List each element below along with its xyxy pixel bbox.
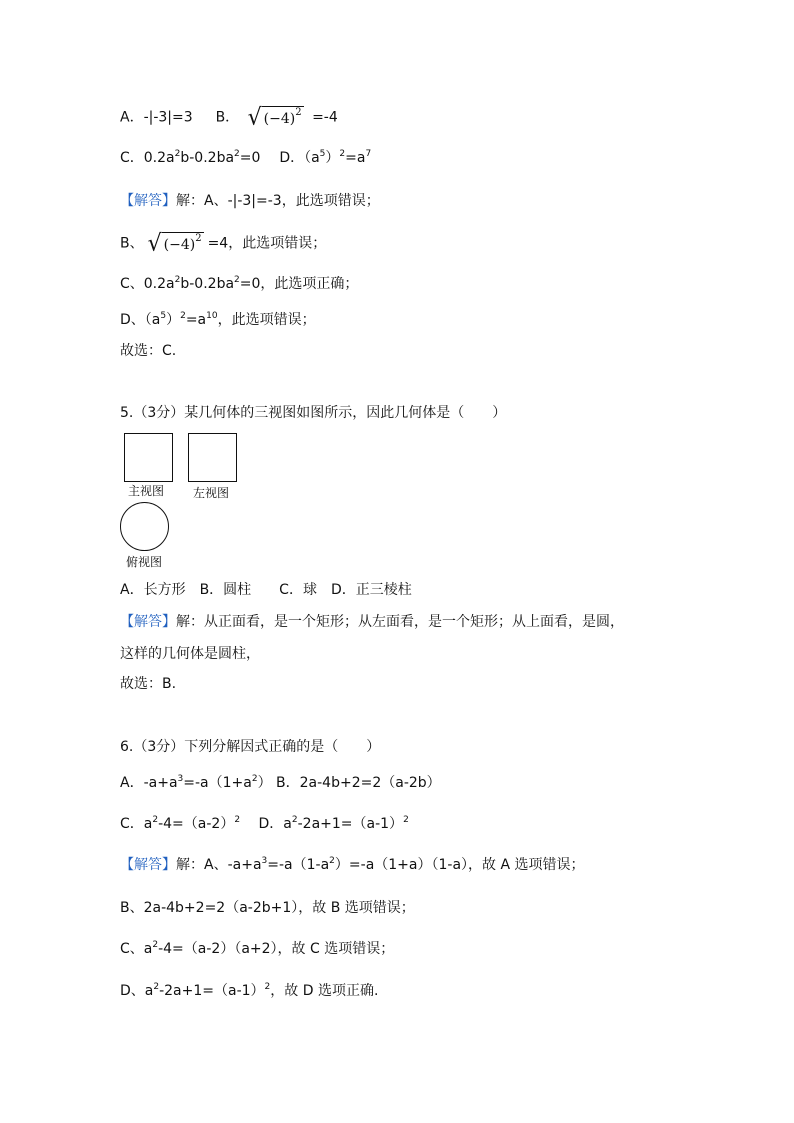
answer-d-text: D、a bbox=[120, 983, 154, 999]
top-view-caption: 俯视图 bbox=[126, 555, 163, 569]
exponent: 2 bbox=[152, 815, 159, 825]
exponent: 2 bbox=[234, 149, 240, 159]
q6-option-b: ） B．2a-4b+2=2（a-2b） bbox=[257, 775, 441, 791]
answer-d-text: ，故 D 选项正确. bbox=[270, 983, 379, 999]
radicand-exponent: 2 bbox=[295, 107, 302, 118]
q6-question: 6.（3分）下列分解因式正确的是（ ） bbox=[120, 739, 381, 755]
q4-answer-b bbox=[120, 229, 327, 257]
radical-icon: √ bbox=[247, 103, 262, 131]
q4-answer bbox=[120, 191, 380, 211]
answer-a-text: ）=-a（1+a）（1-a），故 A 选项错误； bbox=[334, 857, 585, 873]
answer-c-text: =0，此选项正确； bbox=[239, 276, 359, 292]
exponent: 2 bbox=[291, 815, 298, 825]
q4-options-ab bbox=[120, 103, 338, 131]
q4-choose: 故选：C. bbox=[120, 343, 177, 359]
exponent: 3 bbox=[177, 774, 184, 784]
radical-icon: √ bbox=[147, 229, 162, 257]
q6-option-d-text: -2a+1=（a-1） bbox=[297, 816, 404, 832]
q4-option-c-text: =0 bbox=[239, 150, 261, 166]
left-view-caption: 左视图 bbox=[193, 486, 230, 500]
answer-d-text: D、（a bbox=[120, 312, 161, 328]
q6-answer-b: B、2a-4b+2=2（a-2b+1），故 B 选项错误； bbox=[120, 900, 415, 916]
exponent: 2 bbox=[153, 982, 160, 992]
answer-d-text: ，此选项错误； bbox=[217, 312, 316, 328]
exponent: 2 bbox=[234, 275, 240, 285]
answer-b-label: B、 bbox=[120, 235, 144, 252]
q5-answer bbox=[120, 612, 624, 632]
q6-option-c: C．a bbox=[120, 816, 153, 832]
answer-text: 解：从正面看，是一个矩形；从左面看，是一个矩形；从上面看，是圆， bbox=[176, 614, 624, 630]
q4-option-c-text: b-0.2ba bbox=[180, 150, 235, 166]
q4-option-d: D．（a bbox=[279, 150, 320, 166]
front-view-square bbox=[124, 433, 173, 482]
exponent: 3 bbox=[261, 856, 268, 866]
exponent: 2 bbox=[234, 815, 241, 825]
answer-d-text: ） bbox=[166, 312, 181, 328]
answer-d-text: -2a+1=（a-1） bbox=[159, 983, 265, 999]
exponent: 2 bbox=[251, 774, 258, 784]
top-view-circle bbox=[120, 502, 169, 551]
answer-label: 【解答】 bbox=[120, 193, 176, 209]
exponent: 2 bbox=[329, 856, 335, 866]
q4-option-b-label: B． bbox=[215, 109, 240, 126]
q6-option-c-text: -4=（a-2） bbox=[158, 816, 235, 832]
answer-label: 【解答】 bbox=[120, 857, 176, 873]
q6-option-a: A．-a+a bbox=[120, 775, 178, 791]
exponent: 2 bbox=[174, 149, 181, 159]
q6-answer-d bbox=[120, 981, 378, 1001]
q4-option-d-text: =a bbox=[345, 150, 366, 166]
exponent: 10 bbox=[206, 311, 218, 321]
answer-a-text: =-a（1-a bbox=[267, 857, 330, 873]
answer-label: 【解答】 bbox=[120, 614, 176, 630]
exponent: 2 bbox=[264, 982, 271, 992]
exponent: 5 bbox=[319, 149, 326, 159]
sqrt-expression bbox=[247, 103, 304, 131]
answer-c-text: C、0.2a bbox=[120, 276, 175, 292]
radicand-exponent: 2 bbox=[195, 233, 202, 244]
answer-c-text: -4=（a-2）（a+2），故 C 选项错误； bbox=[158, 941, 395, 957]
q4-option-d-text: ） bbox=[325, 150, 340, 166]
answer-b-text: =4，此选项错误； bbox=[207, 235, 327, 252]
answer-a-text: 解：A、-a+a bbox=[176, 857, 262, 873]
q4-options-cd bbox=[120, 148, 371, 168]
left-view-square bbox=[188, 433, 237, 482]
answer-text: 解：A、-|-3|=-3，此选项错误； bbox=[176, 193, 380, 209]
q5-answer-cont: 这样的几何体是圆柱， bbox=[120, 646, 260, 662]
exponent: 7 bbox=[365, 149, 372, 159]
exponent: 2 bbox=[339, 149, 346, 159]
exponent: 5 bbox=[160, 311, 167, 321]
q6-answer bbox=[120, 855, 585, 875]
q6-answer-c bbox=[120, 939, 394, 959]
q6-options-ab bbox=[120, 773, 441, 793]
q4-option-c: C．0.2a bbox=[120, 150, 175, 166]
q4-option-b-result: =-4 bbox=[312, 109, 338, 126]
q6-option-a-text: =-a（1+a bbox=[183, 775, 252, 791]
answer-d-text: =a bbox=[185, 312, 207, 328]
q4-answer-d bbox=[120, 310, 316, 330]
q5-options: A．长方形 B．圆柱 C．球 D．正三棱柱 bbox=[120, 582, 412, 598]
exponent: 2 bbox=[174, 275, 181, 285]
q4-answer-c bbox=[120, 274, 358, 294]
q5-choose: 故选：B. bbox=[120, 676, 177, 692]
radicand-text: (−4) bbox=[163, 237, 196, 253]
q5-question: 5.（3分）某几何体的三视图如图所示，因此几何体是（ ） bbox=[120, 405, 507, 421]
q4-option-a: A．-|-3|=3 bbox=[120, 109, 193, 126]
front-view-caption: 主视图 bbox=[128, 484, 165, 498]
exponent: 2 bbox=[180, 311, 186, 321]
q6-option-d: D．a bbox=[240, 816, 292, 832]
answer-c-text: b-0.2ba bbox=[180, 276, 235, 292]
q6-options-cd bbox=[120, 814, 409, 834]
answer-c-text: C、a bbox=[120, 941, 153, 957]
sqrt-expression bbox=[147, 229, 204, 257]
radicand-text: (−4) bbox=[263, 111, 296, 127]
exponent: 2 bbox=[403, 815, 409, 825]
exponent: 2 bbox=[152, 940, 159, 950]
